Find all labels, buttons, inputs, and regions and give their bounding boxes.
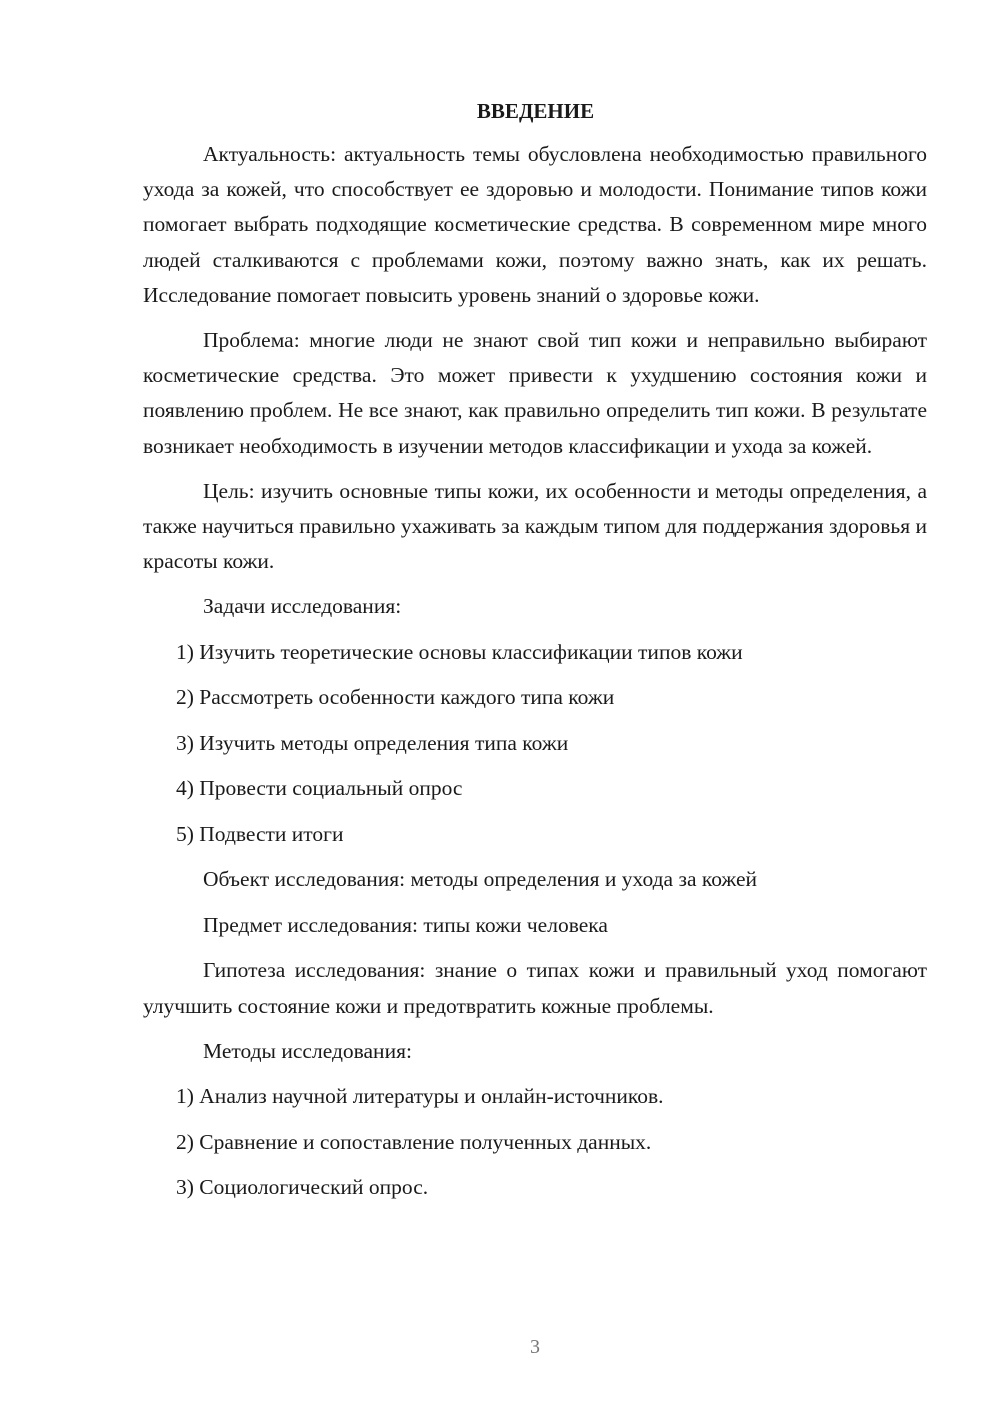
task-item: 2) Рассмотреть особенности каждого типа кожи — [176, 685, 615, 710]
research-object: Объект исследования: методы определения и ухода за кожей — [203, 867, 758, 892]
method-item: 3) Социологический опрос. — [176, 1175, 429, 1200]
page-content — [143, 96, 927, 1216]
paragraph-problem: Проблема: многие люди не знают свой тип кожи и неправильно выбирают косметические средства. Это может привести к ухудшению состояния кожи и появлению проблем. Не все знают, как правильно определить тип кожи. В результате возникает необходимость в изучении методов классификации и ухода за кожей. — [143, 328, 927, 458]
task-item: 4) Провести социальный опрос — [176, 776, 463, 801]
method-item: 2) Сравнение и сопоставление полученных данных. — [176, 1129, 652, 1154]
page-title: ВВЕДЕНИЕ — [476, 99, 595, 123]
task-item: 1) Изучить теоретические основы классификации типов кожи — [176, 639, 743, 664]
methods-heading: Методы исследования: — [203, 1038, 412, 1063]
task-item: 3) Изучить методы определения типа кожи — [176, 730, 569, 755]
tasks-heading: Задачи исследования: — [203, 594, 402, 619]
task-item: 5) Подвести итоги — [176, 821, 344, 846]
method-item: 1) Анализ научной литературы и онлайн-источников. — [176, 1084, 664, 1109]
page-number: 3 — [530, 1336, 540, 1358]
research-hypothesis: Гипотеза исследования: знание о типах кожи и правильный уход помогают улучшить состояние кожи и предотвратить кожные проблемы. — [143, 958, 927, 1018]
paragraph-goal: Цель: изучить основные типы кожи, их особенности и методы определения, а также научиться правильно ухаживать за каждым типом для поддержания здоровья и красоты кожи. — [143, 478, 927, 574]
paragraph-relevance: Актуальность: актуальность темы обусловлена необходимостью правильного ухода за кожей, что способствует ее здоровью и молодости. Понимание типов кожи помогает выбрать подходящие косметические средства. В современном мире много людей сталкиваются с проблемами кожи, поэтому важно знать, как их решать. Исследование помогает повысить уровень знаний о здоровье кожи. — [143, 142, 927, 307]
research-subject: Предмет исследования: типы кожи человека — [203, 912, 608, 937]
